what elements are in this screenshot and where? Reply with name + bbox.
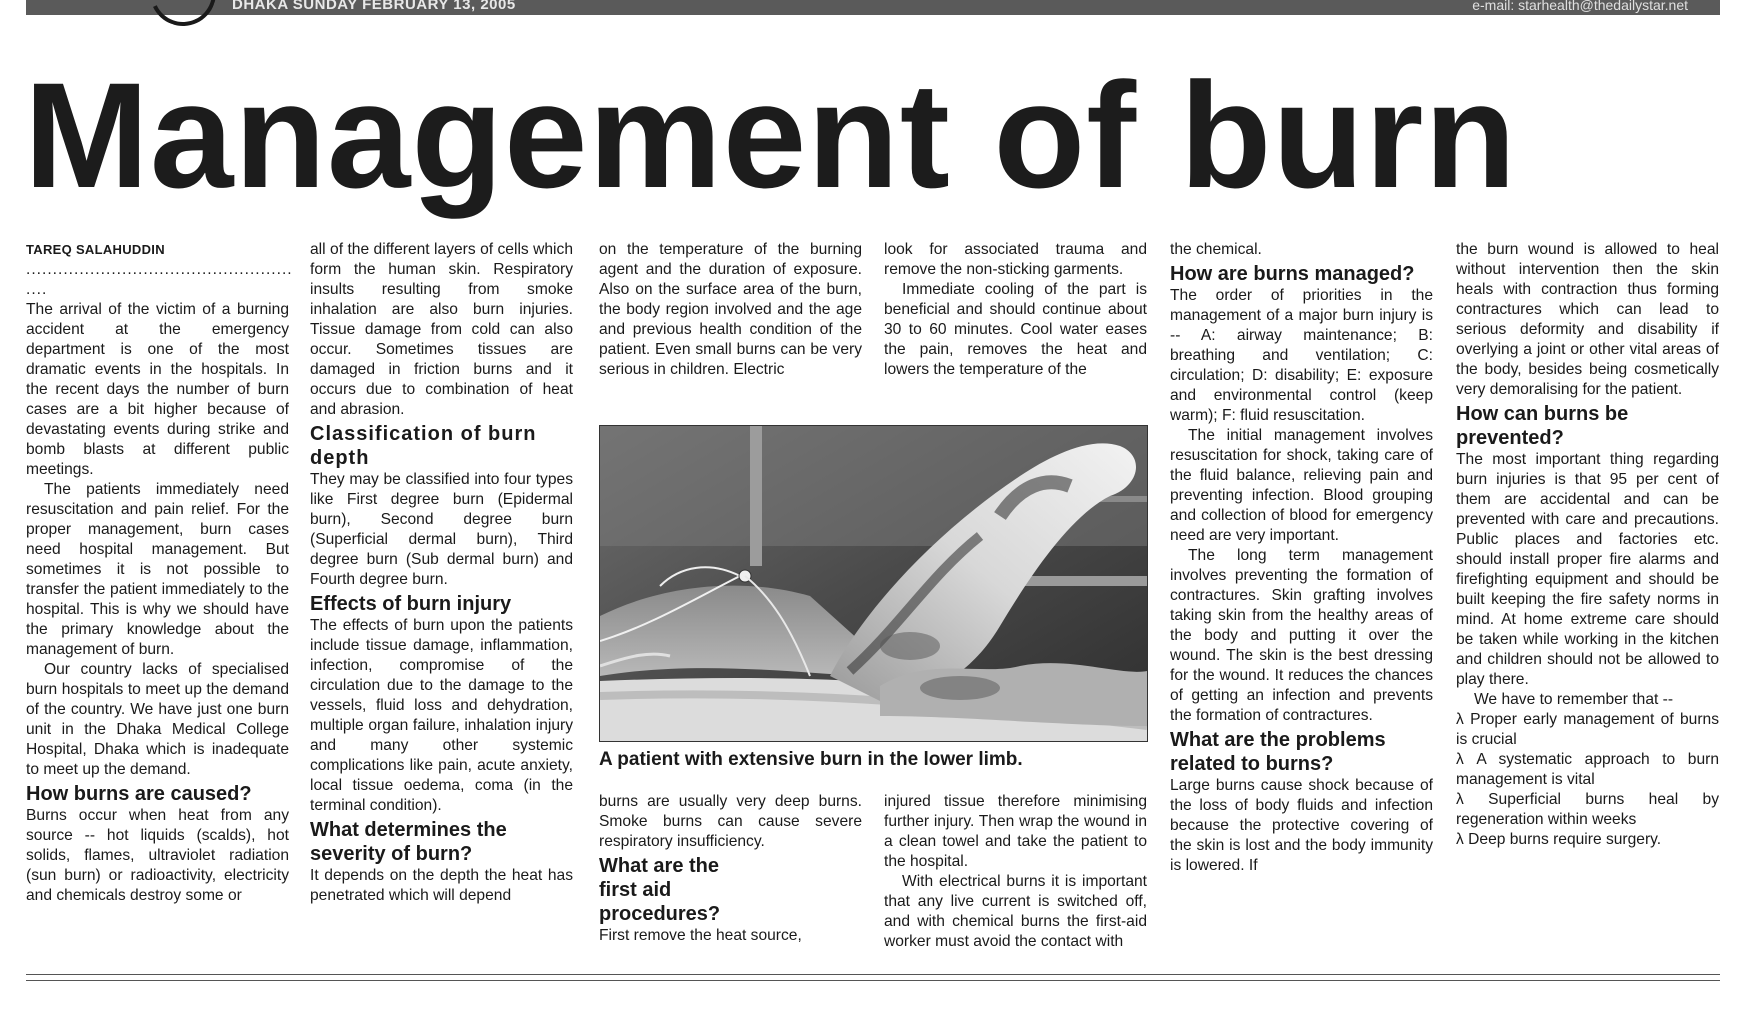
- paragraph: The order of priorities in the management of a major burn injury is -- A: airway maintenance; B: breathing and ventilation; C: circulation; D: disability; E: exposure and environmental control (keep warm); F: fluid resuscitation.: [1170, 287, 1433, 424]
- column-4-top: [884, 240, 1147, 380]
- paragraph: burns are usually very deep burns. Smoke burns can cause severe respiratory insufficiency.: [599, 793, 862, 850]
- paragraph: Immediate cooling of the part is beneficial and should continue about 30 to 60 minutes. Cool water eases the pain, removes the heat and lowers the temperature of the: [884, 281, 1147, 378]
- paragraph: on the temperature of the burning agent and the duration of exposure. Also on the surface area of the burn, the body region involved and the age and previous health condition of the patient. Even small burns can be very serious in children. Electric: [599, 241, 862, 378]
- paragraph: the burn wound is allowed to heal without intervention then the skin heals with contraction thus forming contractures which can lead to serious deformity and disability if overlying a joint or other vital areas of the body, besides being cosmetically very demoralising for the patient.: [1456, 241, 1719, 398]
- subheading-effects: Effects of burn injury: [310, 593, 512, 615]
- section-logo-arc: [141, 0, 226, 35]
- column-5: [1170, 240, 1433, 876]
- photo-illustration: [600, 426, 1147, 741]
- paragraph: The most important thing regarding burn injuries is that 95 per cent of them are accidental and can be prevented with care and precautions. Public places and factories etc. should install proper fire alarms and firefighting equipment and should be built keeping the fire safety norms in mind. At home extreme care should be taken while working in the kitchen and children should not be allowed to play there.: [1456, 451, 1719, 688]
- dateline: DHAKA SUNDAY FEBRUARY 13, 2005: [232, 0, 516, 13]
- bullet-symbol: λ: [1456, 831, 1464, 848]
- photo-caption: A patient with extensive burn in the lower limb.: [599, 749, 1023, 770]
- paragraph: They may be classified into four types like First degree burn (Epidermal burn), Second degree burn (Superficial dermal burn), Third degree burn (Sub dermal burn) and Fourth degree burn.: [310, 471, 573, 588]
- byline-divider: ..................................................: [26, 261, 293, 278]
- bullet-item: [1456, 790, 1719, 830]
- byline-divider-tail: ....: [26, 281, 48, 298]
- paragraph: Large burns cause shock because of the loss of body fluids and infection because the protective covering of the skin is lost and the body immunity is lowered. If: [1170, 777, 1433, 874]
- paragraph: The initial management involves resuscitation for shock, taking care of the fluid balance, relieving pain and preventing infection. Blood grouping and collection of blood for emergency need are very important.: [1170, 427, 1433, 544]
- bottom-rule-2: [26, 980, 1720, 981]
- bullet-text: Deep burns require surgery.: [1468, 831, 1662, 848]
- column-6: [1456, 240, 1719, 850]
- subheading-problems: What are the problems related to burns?: [1170, 729, 1386, 775]
- bullet-text: Superficial burns heal by regeneration within weeks: [1456, 791, 1719, 828]
- bullet-item: [1456, 830, 1719, 850]
- paragraph: First remove the heat source,: [599, 927, 802, 944]
- paragraph: With electrical burns it is important that any live current is switched off, and with chemical burns the first-aid worker must avoid the contact with: [884, 873, 1147, 950]
- bullet-item: [1456, 710, 1719, 750]
- paragraph: It depends on the depth the heat has penetrated which will depend: [310, 867, 573, 904]
- subheading-prevented: How can burns be prevented?: [1456, 403, 1629, 449]
- burn-patient-photo: [599, 425, 1148, 742]
- bullet-item: [1456, 750, 1719, 790]
- column-2: [310, 240, 573, 906]
- paragraph: all of the different layers of cells which form the human skin. Respiratory insults resulting from smoke inhalation are also burn injuries. Tissue damage from cold can also occur. Sometimes tissues are damaged in friction burns and it occurs due to combination of heat and abrasion.: [310, 241, 573, 418]
- paragraph: We have to remember that --: [1474, 691, 1674, 708]
- subheading-first-aid: What are the first aid procedures?: [599, 855, 721, 925]
- subheading-managed: How are burns managed?: [1170, 263, 1415, 285]
- bullet-text: Proper early management of burns is crucial: [1456, 711, 1719, 748]
- paragraph: The patients immediately need resuscitation and pain relief. For the proper management, burn cases need hospital management. But sometimes it is not possible to transfer the patient immediately to the hospital. This is why we should have the primary knowledge about the management of burn.: [26, 481, 289, 658]
- column-4-bottom: [884, 792, 1147, 952]
- column-3-bottom: [599, 792, 862, 946]
- article-headline: Management of burn: [24, 51, 1518, 219]
- subheading-severity: What determines the severity of burn?: [310, 819, 507, 865]
- paragraph: The arrival of the victim of a burning accident at the emergency department is one of the most dramatic events in the hospitals. In the recent days the number of burn cases are a bit higher because of devastating events during strike and bomb blasts at different public meetings.: [26, 301, 289, 478]
- subheading-causes: How burns are caused?: [26, 783, 252, 805]
- masthead-email[interactable]: e-mail: starhealth@thedailystar.net: [1472, 0, 1688, 13]
- masthead-bar: [26, 0, 1720, 15]
- bullet-symbol: λ: [1456, 791, 1464, 808]
- byline: TAREQ SALAHUDDIN: [26, 242, 165, 257]
- paragraph: The effects of burn upon the patients include tissue damage, inflammation, infection, compromise of the circulation due to the damage to the vessels, fluid loss and dehydration, multiple organ failure, inhalation injury and many other systemic complications like pain, acute anxiety, local tissue oedema, coma (in the terminal condition).: [310, 617, 573, 814]
- bullet-symbol: λ: [1456, 751, 1464, 768]
- paragraph: The long term management involves preventing the formation of contractures. Skin grafting involves taking skin from the healthy areas of the body and putting it over the wound. The skin is the best dressing for the wound. It reduces the chances of getting an infection and prevents the formation of contractures.: [1170, 547, 1433, 724]
- bottom-rule: [26, 974, 1720, 975]
- bullet-symbol: λ: [1456, 711, 1464, 728]
- column-1: [26, 240, 293, 906]
- bullet-text: A systematic approach to burn management is vital: [1456, 751, 1719, 788]
- column-3-top: [599, 240, 862, 380]
- paragraph: Our country lacks of specialised burn hospitals to meet up the demand of the country. We have just one burn unit in the Dhaka Medical College Hospital, Dhaka which is inadequate to meet up the demand.: [26, 661, 289, 778]
- paragraph: injured tissue therefore minimising further injury. Then wrap the wound in a clean towel and take the patient to the hospital.: [884, 793, 1147, 870]
- paragraph: Burns occur when heat from any source -- hot liquids (scalds), hot solids, flames, ultraviolet radiation (sun burn) or radioactivity, electricity and chemicals destroy some or: [26, 807, 289, 904]
- paragraph: the chemical.: [1170, 241, 1262, 258]
- subheading-classification: Classification of burn depth: [310, 423, 537, 469]
- paragraph: look for associated trauma and remove the non-sticking garments.: [884, 241, 1147, 278]
